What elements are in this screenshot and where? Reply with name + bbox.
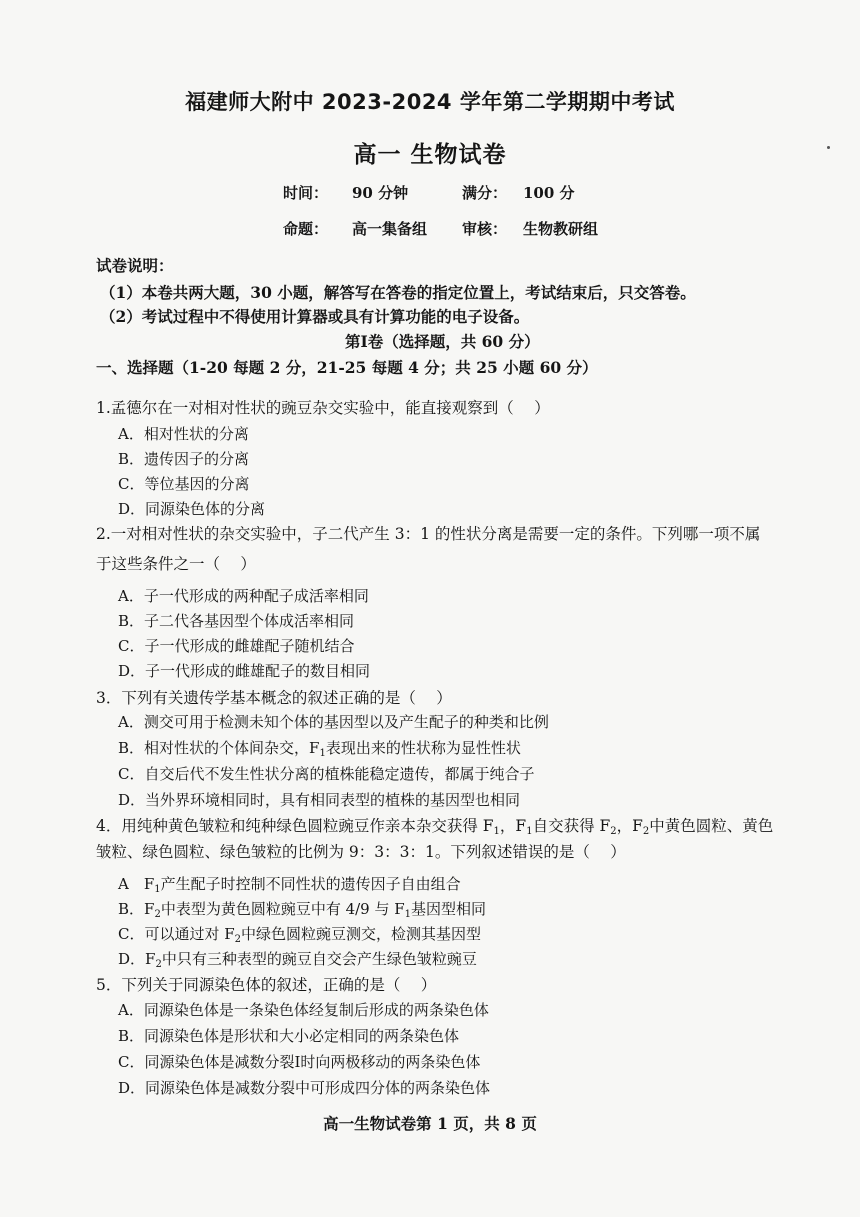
question-2-stem-line-1: 2.一对相对性状的杂交实验中，子二代产生 3：1 的性状分离是需要一定的条件。下列哪一项不属 — [96, 525, 761, 543]
section-heading: 一、选择题（1-20 每题 2 分，21-25 每题 4 分；共 25 小题 60 分） — [96, 358, 598, 377]
time-value: 90 分钟 — [352, 184, 409, 202]
question-2-option-a: A．子一代形成的两种配子成活率相同 — [118, 587, 369, 605]
instructions-heading: 试卷说明： — [96, 256, 174, 275]
review-label: 审核： — [462, 220, 508, 238]
question-4-option-b: B．$F_2$中表型为黄色圆粒豌豆中有 4/9 与 $F_1$基因型相同 — [118, 900, 487, 920]
score-value: 100 分 — [523, 184, 575, 202]
time-label: 时间： — [283, 184, 329, 202]
review-value: 生物教研组 — [523, 220, 599, 238]
question-4-stem-line-1: 4．用纯种黄色皱粒和纯种绿色圆粒豌豆作亲本杂交获得 $F_1$，$F_1$自交获得 $F_2$，$F_2$中黄色圆粒、黄色 — [96, 817, 774, 837]
question-1-option-b: B．遗传因子的分离 — [118, 450, 250, 468]
question-2-option-c: C．子一代形成的雌雄配子随机结合 — [118, 637, 355, 655]
question-5-option-c: C．同源染色体是减数分裂Ⅰ时向两极移动的两条染色体 — [118, 1053, 481, 1071]
question-4-option-a: A $F_1$产生配子时控制不同性状的遗传因子自由组合 — [118, 875, 461, 895]
question-1-option-c: C．等位基因的分离 — [118, 475, 250, 493]
question-5-option-a: A．同源染色体是一条染色体经复制后形成的两条染色体 — [118, 1001, 489, 1019]
question-3-stem: 3．下列有关遗传学基本概念的叙述正确的是（ ） — [96, 689, 452, 707]
question-4-option-d: D．$F_2$中只有三种表型的豌豆自交会产生绿色皱粒豌豆 — [118, 950, 477, 970]
author-label: 命题： — [283, 220, 329, 238]
page-footer: 高一生物试卷第 1 页，共 8 页 — [323, 1114, 537, 1133]
question-1-option-d: D．同源染色体的分离 — [118, 500, 266, 518]
author-value: 高一集备组 — [352, 220, 428, 238]
question-1-option-a: A．相对性状的分离 — [118, 425, 249, 443]
question-3-option-d: D．当外界环境相同时，具有相同表型的植株的基因型也相同 — [118, 791, 521, 809]
question-2-option-d: D．子一代形成的雌雄配子的数目相同 — [118, 662, 371, 680]
score-label: 满分： — [462, 184, 508, 202]
question-5-option-d: D．同源染色体是减数分裂中可形成四分体的两条染色体 — [118, 1079, 491, 1097]
question-5-option-b: B．同源染色体是形状和大小必定相同的两条染色体 — [118, 1027, 460, 1045]
instruction-item-2: （2）考试过程中不得使用计算器或具有计算功能的电子设备。 — [100, 307, 530, 326]
question-5-stem: 5．下列关于同源染色体的叙述，正确的是（ ） — [96, 976, 437, 994]
question-2-stem-line-2: 于这些条件之一（ ） — [96, 555, 256, 573]
question-3-option-c: C．自交后代不发生性状分离的植株能稳定遗传，都属于纯合子 — [118, 765, 535, 783]
instruction-item-1: （1）本卷共两大题，30 小题，解答写在答卷的指定位置上，考试结束后，只交答卷。 — [100, 283, 696, 302]
question-2-option-b: B．子二代各基因型个体成活率相同 — [118, 612, 355, 630]
part1-heading: 第Ⅰ卷（选择题，共 60 分） — [345, 332, 540, 351]
question-4-option-c: C．可以通过对 $F_2$中绿色圆粒豌豆测交，检测其基因型 — [118, 925, 482, 945]
exam-subtitle: 高一 生物试卷 — [353, 142, 507, 168]
question-1-stem: 1.孟德尔在一对相对性状的豌豆杂交实验中，能直接观察到（ ） — [96, 399, 550, 417]
question-4-stem-line-2: 皱粒、绿色圆粒、绿色皱粒的比例为 9：3：3：1。下列叙述错误的是（ ） — [96, 843, 626, 861]
scan-speck — [827, 146, 830, 149]
exam-title: 福建师大附中 2023-2024 学年第二学期期中考试 — [185, 90, 675, 114]
question-3-option-a: A．测交可用于检测未知个体的基因型以及产生配子的种类和比例 — [118, 713, 549, 731]
question-3-option-b: B．相对性状的个体间杂交，$F_1$表现出来的性状称为显性性状 — [118, 739, 521, 759]
